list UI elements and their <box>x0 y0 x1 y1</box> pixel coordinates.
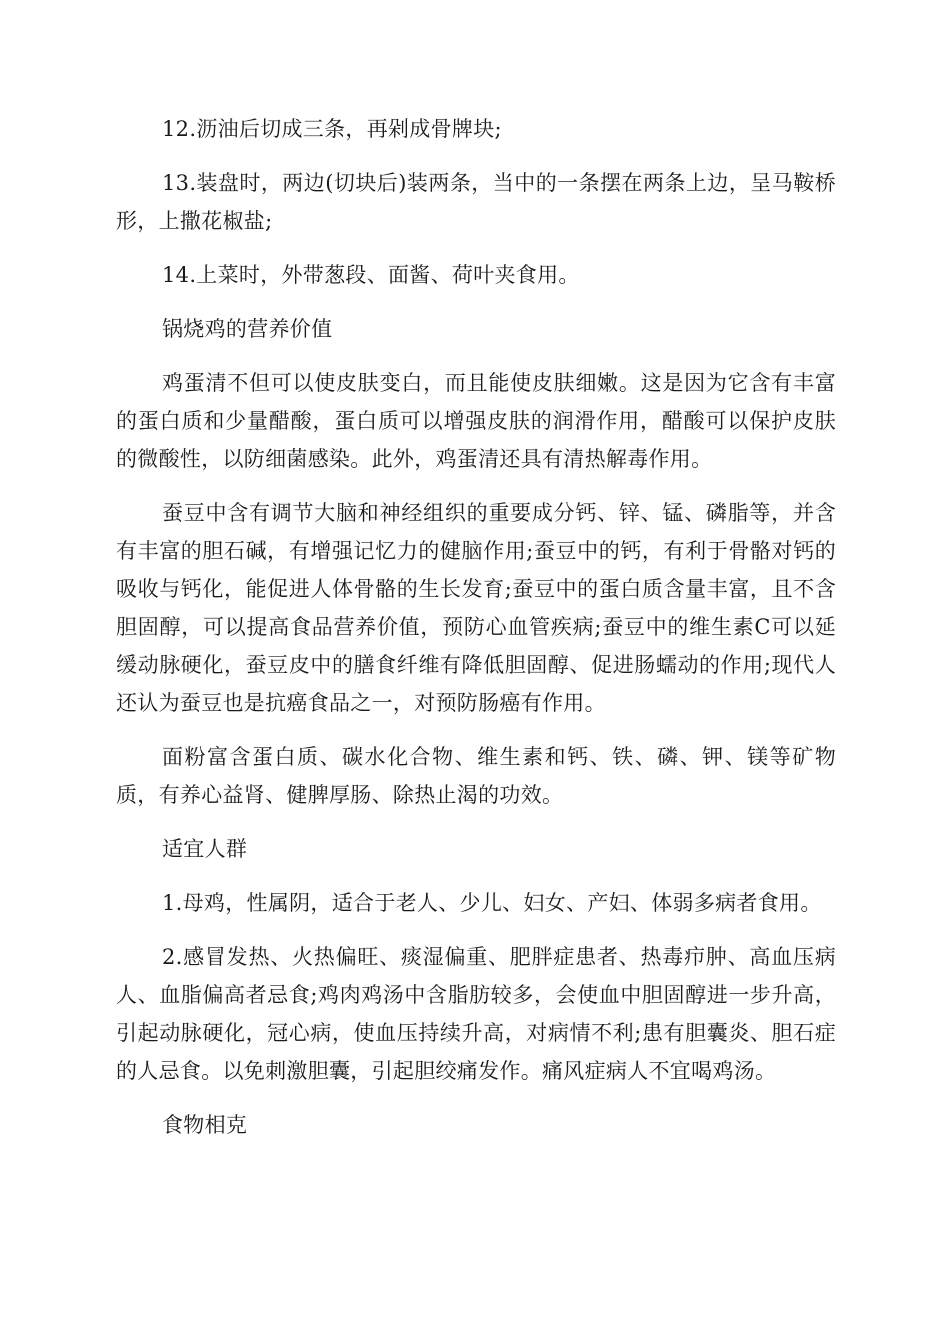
suitable-item-1: 1.母鸡，性属阴，适合于老人、少儿、妇女、产妇、体弱多病者食用。 <box>162 891 822 915</box>
egg-white-paragraph: 鸡蛋清不但可以使皮肤变白，而且能使皮肤细嫩。这是因为它含有丰富的蛋白质和少量醋酸，蛋白质可以增强皮肤的润滑作用，醋酸可以保护皮肤的微酸性，以防细菌感染。此外，鸡蛋清还具有清热解毒作用。 <box>116 371 836 471</box>
food-incompatibility-heading: 食物相克 <box>162 1113 248 1137</box>
broad-bean-paragraph: 蚕豆中含有调节大脑和神经组织的重要成分钙、锌、锰、磷脂等，并含有丰富的胆石碱，有增强记忆力的健脑作用;蚕豆中的钙，有利于骨骼对钙的吸收与钙化，能促进人体骨骼的生长发育;蚕豆中的蛋白质含量丰富，且不含胆固醇，可以提高食品营养价值，预防心血管疾病;蚕豆中的维生素C可以延缓动脉硬化，蚕豆皮中的膳食纤维有降低胆固醇、促进肠蠕动的作用;现代人还认为蚕豆也是抗癌食品之一，对预防肠癌有作用。 <box>116 501 836 715</box>
step-14-paragraph: 14.上菜时，外带葱段、面酱、荷叶夹食用。 <box>162 263 580 287</box>
suitable-people-heading: 适宜人群 <box>162 837 248 861</box>
step-13-paragraph: 13.装盘时，两边(切块后)装两条，当中的一条摆在两条上边，呈马鞍桥形，上撒花椒盐; <box>116 171 836 233</box>
flour-paragraph: 面粉富含蛋白质、碳水化合物、维生素和钙、铁、磷、钾、镁等矿物质，有养心益肾、健脾厚肠、除热止渴的功效。 <box>116 745 836 807</box>
document-body <box>116 110 836 1160</box>
step-12-paragraph: 12.沥油后切成三条，再剁成骨牌块; <box>162 117 502 141</box>
suitable-item-2: 2.感冒发热、火热偏旺、痰湿偏重、肥胖症患者、热毒疖肿、高血压病人、血脂偏高者忌食;鸡肉鸡汤中含脂肪较多，会使血中胆固醇进一步升高，引起动脉硬化，冠心病，使血压持续升高，对病情不利;患有胆囊炎、胆石症的人忌食。以免刺激胆囊，引起胆绞痛发作。痛风症病人不宜喝鸡汤。 <box>116 945 836 1083</box>
nutrition-heading: 锅烧鸡的营养价值 <box>162 317 333 341</box>
